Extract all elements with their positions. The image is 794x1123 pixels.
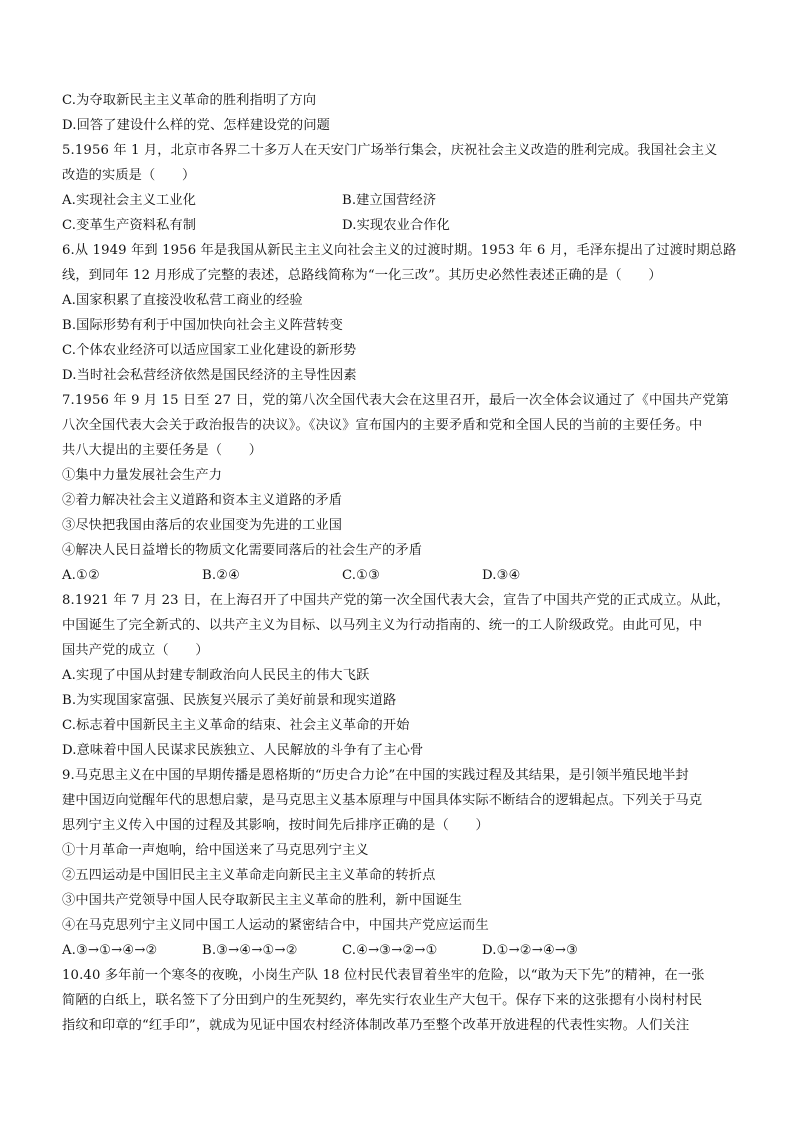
question-9 [62, 763, 742, 963]
q5-stem-line: 改造的实质是（ ） [62, 168, 196, 183]
q7-option-d: D.③④ [482, 568, 521, 583]
q5-options-row [62, 213, 742, 238]
q7-option-c: C.①③ [342, 568, 381, 583]
q9-item-2: ②五四运动是中国旧民主主义革命走向新民主主义革命的转折点 [62, 868, 436, 883]
q5-option-a: A.实现社会主义工业化 [62, 193, 197, 208]
q7-stem-line: 共八大提出的主要任务是（ ） [62, 443, 263, 458]
q10-stem-line: 指纹和印章的“红手印”，就成为见证中国农村经济体制改革乃至整个改革开放进程的代表性实物。人们关注 [62, 1018, 690, 1033]
q7-item-2: ②着力解决社会主义道路和资本主义道路的矛盾 [62, 493, 343, 508]
q9-item-3: ③中国共产党领导中国人民夺取新民主主义革命的胜利，新中国诞生 [62, 893, 463, 908]
q9-option-d: D.①→②→④→③ [482, 943, 579, 958]
q6-stem-line: 线，到同年 12 月形成了完整的表述，总路线简称为“一化三改”。其历史必然性表述正确的是（ ） [62, 268, 662, 283]
q7-item-4: ④解决人民日益增长的物质文化需要同落后的社会生产的矛盾 [62, 543, 423, 558]
q9-options-row [62, 938, 742, 963]
q8-stem-line: 国共产党的成立（ ） [62, 643, 209, 658]
q6-option-d: D.当时社会私营经济依然是国民经济的主导性因素 [62, 368, 357, 383]
q6-option-a: A.国家积累了直接没收私营工商业的经验 [62, 293, 303, 308]
q8-stem-line: 8.1921 年 7 月 23 日，在上海召开了中国共产党的第一次全国代表大会，宣告了中国共产党的正式成立。从此， [62, 593, 730, 608]
question-list [62, 88, 742, 1038]
q9-option-c: C.④→③→②→① [342, 943, 438, 958]
q7-options-row [62, 563, 742, 588]
q7-stem-line: 八次全国代表大会关于政治报告的决议》。《决议》宣布国内的主要矛盾和党和全国人民的当前的主要任务。中 [62, 418, 703, 433]
q8-option-a: A.实现了中国从封建专制政治向人民民主的伟大飞跃 [62, 668, 370, 683]
q9-item-4: ④在马克思列宁主义同中国工人运动的紧密结合中，中国共产党应运而生 [62, 918, 489, 933]
q5-option-d: D.实现农业合作化 [342, 218, 450, 233]
question-10 [62, 963, 742, 1038]
q10-stem-line: 10.40 多年前一个寒冬的夜晚，小岗生产队 18 位村民代表冒着坐牢的危险，以“敢为天下先”的精神，在一张 [62, 968, 705, 983]
q9-stem-line: 9.马克思主义在中国的早期传播是恩格斯的“历史合力论”在中国的实践过程及其结果，是引领半殖民地半封 [62, 768, 689, 783]
q10-stem-line: 简陋的白纸上，联名签下了分田到户的生死契约，率先实行农业生产大包干。保存下来的这张摁有小岗村村民 [62, 993, 703, 1008]
q7-stem-line: 7.1956 年 9 月 15 日至 27 日，党的第八次全国代表大会在这里召开，最后一次全体会议通过了《中国共产党第 [62, 393, 729, 408]
q9-option-b: B.③→④→①→② [202, 943, 298, 958]
q5-option-c: C.变革生产资料私有制 [62, 218, 197, 233]
q9-stem-line: 思列宁主义传入中国的过程及其影响，按时间先后排序正确的是（ ） [62, 818, 489, 833]
q9-stem-line: 建中国迈向觉醒年代的思想启蒙，是马克思主义基本原理与中国具体实际不断结合的逻辑起点。下列关于马克 [62, 793, 703, 808]
question-5 [62, 138, 742, 238]
q5-option-b: B.建立国营经济 [342, 193, 437, 208]
q7-item-3: ③尽快把我国由落后的农业国变为先进的工业国 [62, 518, 343, 533]
q6-stem-line: 6.从 1949 年到 1956 年是我国从新民主主义向社会主义的过渡时期。1953 年 6 月，毛泽东提出了过渡时期总路 [62, 243, 737, 258]
question-8 [62, 588, 742, 763]
q9-option-a: A.③→①→④→② [62, 943, 158, 958]
q8-stem-line: 中国诞生了完全新式的、以共产主义为目标、以马列主义为行动指南的、统一的工人阶级政党。由此可见，中 [62, 618, 703, 633]
q5-stem-line: 5.1956 年 1 月，北京市各界二十多万人在天安门广场举行集会，庆祝社会主义改造的胜利完成。我国社会主义 [62, 143, 718, 158]
q5-options-row [62, 188, 742, 213]
q8-option-c: C.标志着中国新民主主义革命的结束、社会主义革命的开始 [62, 718, 410, 733]
q6-option-c: C.个体农业经济可以适应国家工业化建设的新形势 [62, 343, 357, 358]
q4-option-c: C.为夺取新民主主义革命的胜利指明了方向 [62, 93, 317, 108]
q9-item-1: ①十月革命一声炮响，给中国送来了马克思列宁主义 [62, 843, 369, 858]
question-6 [62, 238, 742, 388]
q7-item-1: ①集中力量发展社会生产力 [62, 468, 223, 483]
q7-option-a: A.①② [62, 568, 100, 583]
q7-option-b: B.②④ [202, 568, 241, 583]
q6-option-b: B.国际形势有利于中国加快向社会主义阵营转变 [62, 318, 343, 333]
q8-option-b: B.为实现国家富强、民族复兴展示了美好前景和现实道路 [62, 693, 397, 708]
question-7 [62, 388, 742, 588]
q8-option-d: D.意味着中国人民谋求民族独立、人民解放的斗争有了主心骨 [62, 743, 424, 758]
q4-option-d: D.回答了建设什么样的党、怎样建设党的问题 [62, 118, 331, 133]
